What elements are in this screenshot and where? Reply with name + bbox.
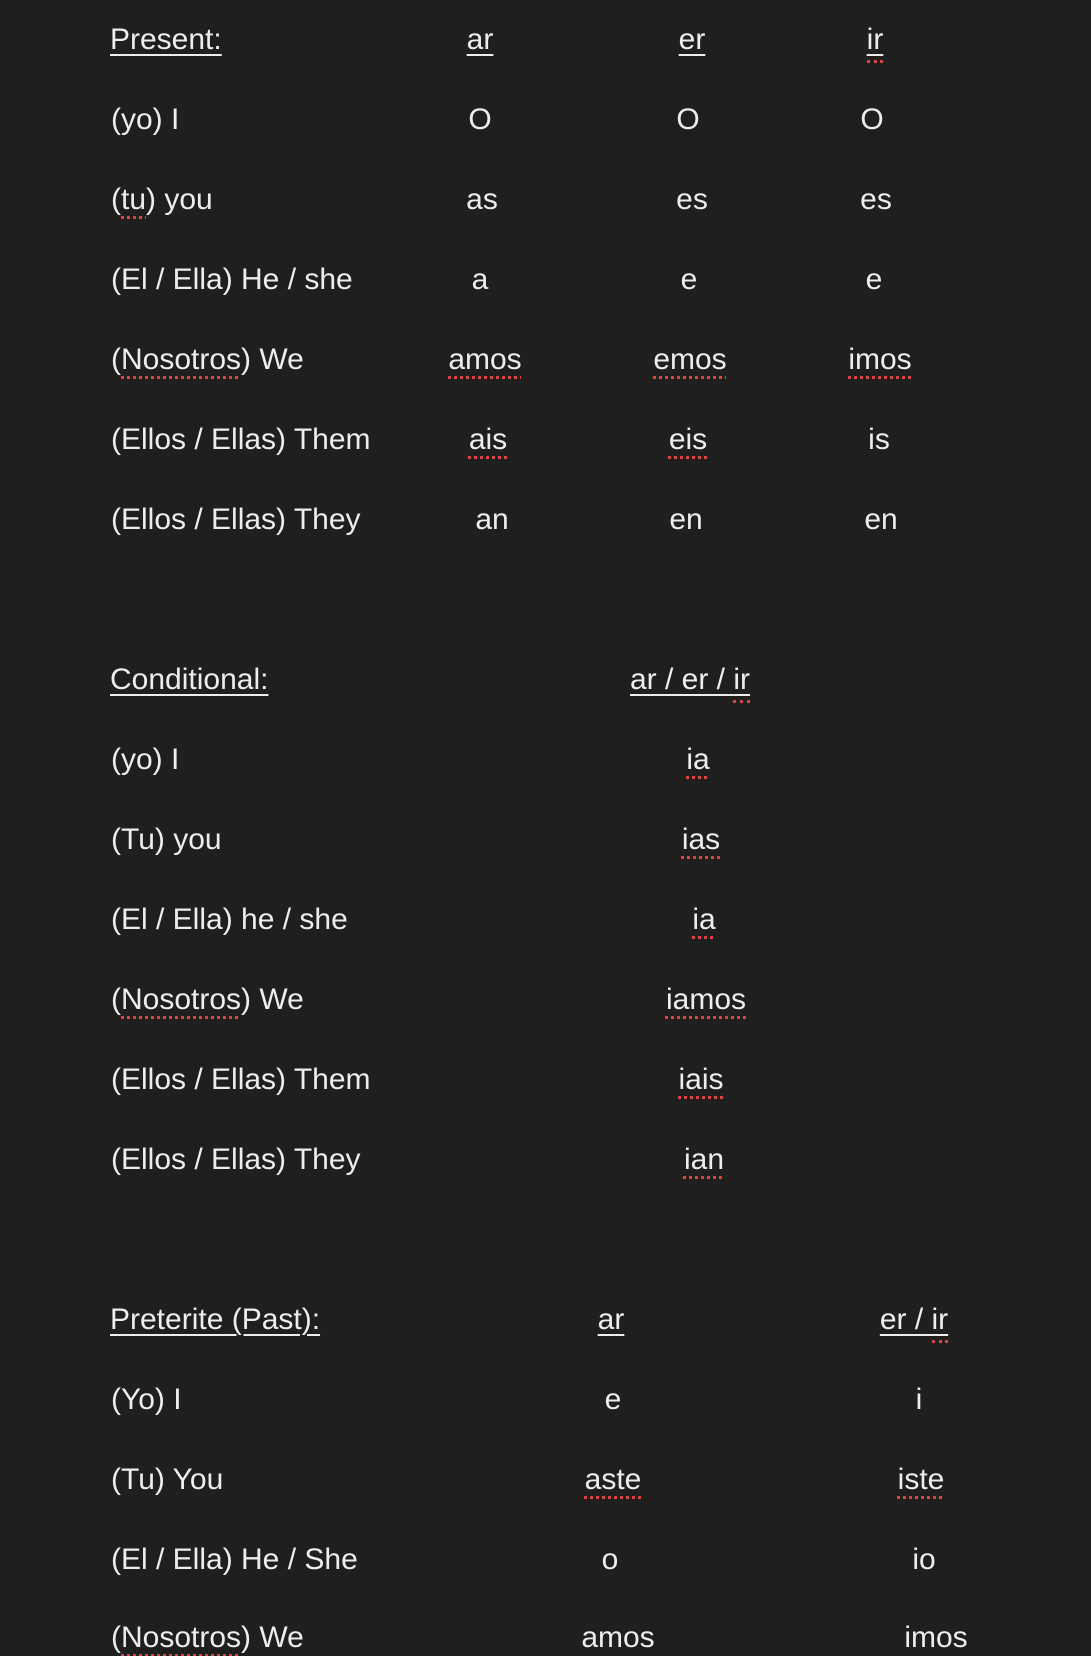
present-ending-ir: e — [865, 263, 883, 296]
present-row-pronoun: (Nosotros) We — [111, 343, 304, 376]
conditional-row-pronoun: (Nosotros) We — [111, 983, 304, 1016]
present-ending-ir: es — [860, 183, 892, 216]
present-ending-ar: as — [466, 183, 498, 216]
preterite-col-er-ir: er / ir — [879, 1303, 949, 1336]
present-ending-ar: a — [471, 263, 489, 296]
present-ending-ir: imos — [848, 343, 912, 376]
present-header: Present: — [110, 23, 222, 56]
present-ending-er: e — [680, 263, 698, 296]
conditional-ending: ian — [683, 1143, 725, 1176]
present-ending-ar: ais — [468, 423, 508, 456]
present-ending-er: es — [676, 183, 708, 216]
preterite-row-pronoun: (Yo) I — [111, 1383, 182, 1416]
preterite-row-pronoun: (Nosotros) We — [111, 1621, 304, 1654]
present-ending-ar: O — [468, 103, 492, 136]
conditional-ending: ias — [681, 823, 721, 856]
preterite-ending-er-ir: i — [915, 1383, 923, 1416]
preterite-ending-er-ir: iste — [897, 1463, 945, 1496]
present-ending-er: O — [676, 103, 700, 136]
preterite-ending-er-ir: io — [912, 1543, 936, 1576]
present-ending-ir: is — [868, 423, 890, 456]
present-ending-er: en — [669, 503, 703, 536]
present-ending-ar: an — [475, 503, 509, 536]
present-col-ir-label: ir — [866, 23, 884, 56]
preterite-row-pronoun: (Tu) You — [111, 1463, 224, 1496]
present-ending-ir: O — [860, 103, 884, 136]
preterite-col-ar: ar — [597, 1303, 625, 1336]
preterite-ending-ar: aste — [584, 1463, 642, 1496]
conditional-row-pronoun: (Tu) you — [111, 823, 222, 856]
present-row-pronoun: (tu) you — [111, 183, 213, 216]
conditional-header: Conditional: — [110, 663, 269, 696]
present-row-pronoun: (Ellos / Ellas) They — [111, 503, 361, 536]
present-ending-er: eis — [668, 423, 708, 456]
present-row-pronoun: (Ellos / Ellas) Them — [111, 423, 371, 456]
conditional-ending: ia — [686, 743, 710, 776]
present-row-pronoun: (yo) I — [111, 103, 180, 136]
present-ending-ar: amos — [448, 343, 522, 376]
conditional-col-all: ar / er / ir — [629, 663, 750, 696]
conditional-row-pronoun: (yo) I — [111, 743, 180, 776]
preterite-ending-ar: amos — [581, 1621, 655, 1654]
conditional-row-pronoun: (Ellos / Ellas) They — [111, 1143, 361, 1176]
conditional-ending: iamos — [665, 983, 747, 1016]
preterite-ending-er-ir: imos — [904, 1621, 968, 1654]
conditional-ending: ia — [692, 903, 716, 936]
present-row-pronoun: (El / Ella) He / she — [111, 263, 353, 296]
present-col-er: er — [678, 23, 706, 56]
conditional-row-pronoun: (Ellos / Ellas) Them — [111, 1063, 371, 1096]
present-col-ar: ar — [466, 23, 494, 56]
conditional-row-pronoun: (El / Ella) he / she — [111, 903, 348, 936]
preterite-ending-ar: o — [601, 1543, 619, 1576]
preterite-row-pronoun: (El / Ella) He / She — [111, 1543, 358, 1576]
present-col-ir — [835, 22, 915, 58]
conditional-ending: iais — [678, 1063, 724, 1096]
present-ending-er: emos — [653, 343, 727, 376]
present-ending-ir: en — [864, 503, 898, 536]
preterite-ending-ar: e — [604, 1383, 622, 1416]
preterite-header: Preterite (Past): — [110, 1303, 321, 1336]
